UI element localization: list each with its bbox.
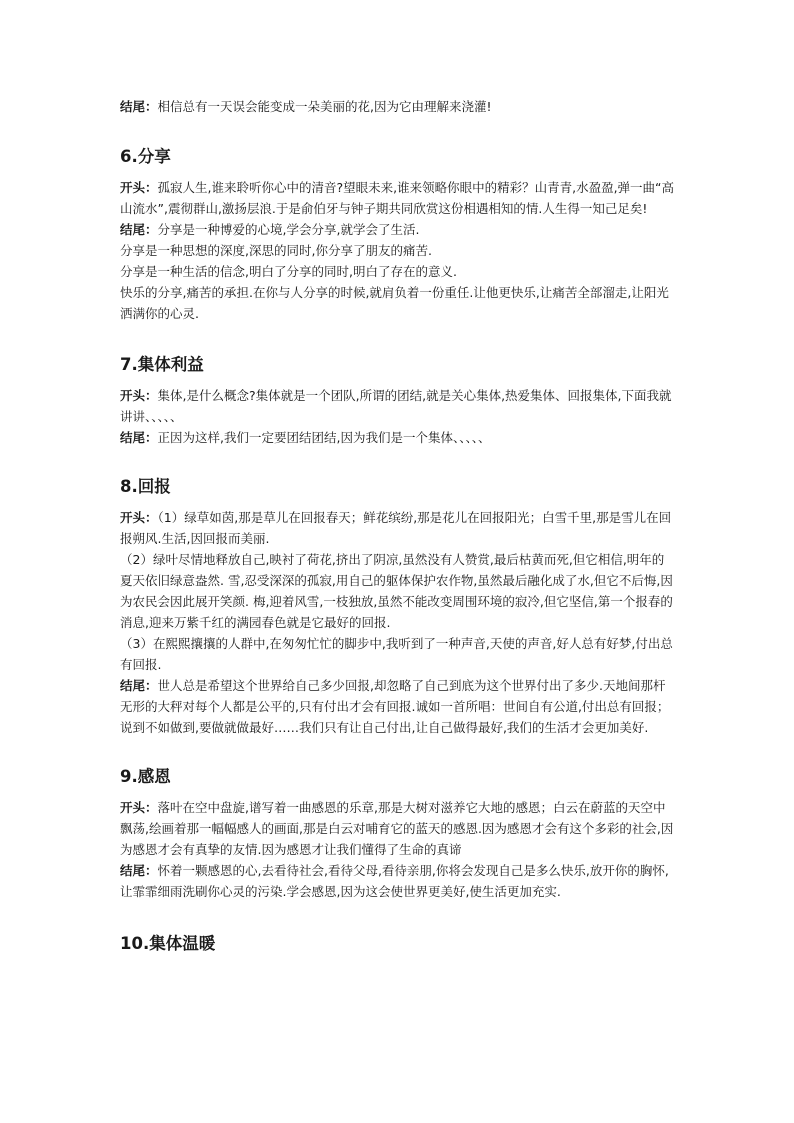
section-6-line-1: 分享是一种思想的深度,深思的同时,你分享了朋友的痛苦. — [120, 243, 432, 258]
document-body — [120, 96, 676, 955]
section-8-opening-part-3: （3）在熙熙攘攘的人群中,在匆匆忙忙的脚步中,我听到了一种声音,天使的声音,好人总有好梦,付出总有回报. — [120, 636, 673, 672]
section-6-opening — [120, 177, 676, 219]
section-8-opening-part-2: （2）绿叶尽情地释放自己,映衬了荷花,挤出了阴凉,虽然没有人赞赏,最后枯黄而死,但它相信,明年的夏天依旧绿意盎然. 雪,忍受深深的孤寂,用自己的躯体保护农作物,虽然最后融化成了水,但它不后悔,因为农民会因此展开笑颜. 梅,迎着风雪,一枝独放,虽然不能改变周围环境的寂冷,但它坚信,第一个报春的消息,迎来万紫千红的满园春色就是它最好的回报. — [120, 552, 673, 630]
section-8-ending — [120, 675, 676, 738]
section-9-opening — [120, 797, 676, 860]
section-6-opening-text: 孤寂人生,谁来聆听你心中的清音?望眼未来,谁来领略你眼中的精彩？山青青,水盈盈,弹一曲“高山流水”,震彻群山,激扬层浪.于是俞伯牙与钟子期共同欣赏这份相遇相知的情.人生得一知己足矣! — [120, 180, 675, 216]
top-ending-paragraph — [120, 96, 676, 117]
ending-label: 结尾： — [120, 222, 158, 237]
opening-label: 开头： — [120, 180, 158, 195]
opening-label: 开头： — [120, 510, 158, 525]
ending-label: 结尾： — [120, 863, 158, 878]
ending-label: 结尾： — [120, 678, 158, 693]
section-7-opening-text: 集体,是什么概念?集体就是一个团队,所谓的团结,就是关心集体,热爱集体、回报集体,下面我就讲讲、、、、、 — [120, 388, 672, 424]
section-7-ending-text: 正因为这样,我们一定要团结团结,因为我们是一个集体、、、、、 — [157, 430, 491, 445]
section-7-heading: 7.集体利益 — [120, 355, 204, 374]
section-6-ending-text: 分享是一种博爱的心境,学会分享,就学会了生活. — [157, 222, 420, 237]
section-10-heading: 10.集体温暖 — [120, 934, 216, 953]
section-9-opening-text: 落叶在空中盘旋,谱写着一曲感恩的乐章,那是大树对滋养它大地的感恩；白云在蔚蓝的天空中飘荡,绘画着那一幅幅感人的画面,那是白云对哺育它的蓝天的感恩.因为感恩才会有这个多彩的社会,因为感恩才会有真挚的友情.因为感恩才让我们懂得了生命的真谛 — [120, 800, 674, 857]
section-6-heading: 6.分享 — [120, 147, 171, 166]
section-9-ending-text: 怀着一颗感恩的心,去看待社会,看待父母,看待亲朋,你将会发现自己是多么快乐,放开你的胸怀,让霏霏细雨洗刷你心灵的污染.学会感恩,因为这会使世界更美好,使生活更加充实. — [120, 863, 669, 899]
top-ending-text: 相信总有一天误会能变成一朵美丽的花,因为它由理解来浇灌! — [157, 99, 492, 114]
section-6-ending — [120, 219, 676, 240]
section-9-ending — [120, 860, 676, 902]
opening-label: 开头： — [120, 388, 158, 403]
section-7-ending — [120, 427, 676, 448]
section-7-opening — [120, 385, 676, 427]
section-8-opening — [120, 507, 676, 549]
ending-label: 结尾： — [120, 99, 158, 114]
section-6-line-2: 分享是一种生活的信念,明白了分享的同时,明白了存在的意义. — [120, 264, 457, 279]
section-6-line-3: 快乐的分享,痛苦的承担.在你与人分享的时候,就肩负着一份重任.让他更快乐,让痛苦全部溜走,让阳光洒满你的心灵. — [120, 285, 669, 321]
section-8-ending-text: 世人总是希望这个世界给自己多少回报,却忽略了自己到底为这个世界付出了多少.天地间那杆无形的大秤对每个人都是公平的,只有付出才会有回报.诚如一首所唱：世间自有公道,付出总有回报；说到不如做到,要做就做最好……我们只有让自己付出,让自己做得最好,我们的生活才会更加美好. — [120, 678, 670, 735]
section-8-heading: 8.回报 — [120, 477, 171, 496]
opening-label: 开头： — [120, 800, 158, 815]
section-8-opening-text: （1）绿草如茵,那是草儿在回报春天；鲜花缤纷,那是花儿在回报阳光；白雪千里,那是雪儿在回报朔风.生活,因回报而美丽. — [120, 510, 672, 546]
section-9-heading: 9.感恩 — [120, 767, 171, 786]
ending-label: 结尾： — [120, 430, 158, 445]
